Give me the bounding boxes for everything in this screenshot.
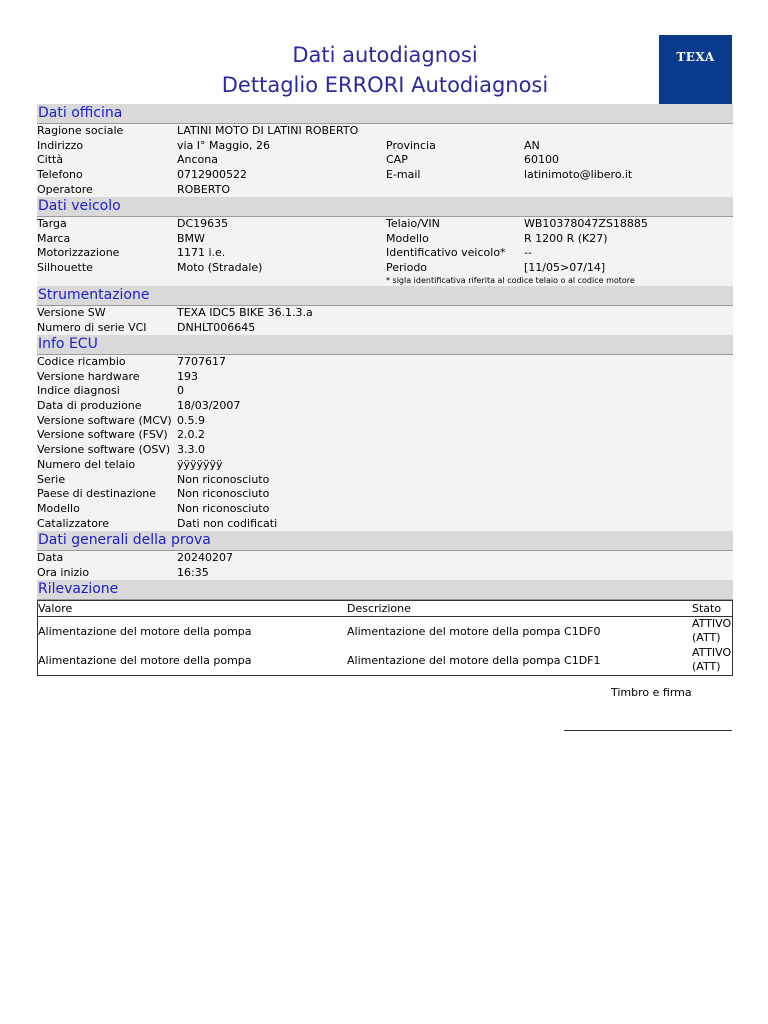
section-veicolo xyxy=(37,197,733,286)
ecu-row xyxy=(37,458,733,473)
descrizione: Alimentazione del motore della pompa C1DF0 xyxy=(347,625,601,638)
label: E-mail xyxy=(386,168,421,182)
label: Modello xyxy=(386,231,429,245)
row-telefono xyxy=(37,168,733,183)
value: 7707617 xyxy=(177,355,226,368)
value: Non riconosciuto xyxy=(177,501,270,515)
ecu-row xyxy=(37,502,733,517)
label: Indice diagnosi xyxy=(37,384,120,398)
section-heading: Dati veicolo xyxy=(37,197,733,217)
value: ÿÿÿÿÿÿÿ xyxy=(177,457,223,471)
ecu-row xyxy=(37,517,733,532)
col-stato: Stato xyxy=(692,602,722,615)
row-citta xyxy=(37,153,733,168)
ecu-row xyxy=(37,370,733,385)
value: Non riconosciuto xyxy=(177,472,270,486)
row-data xyxy=(37,551,733,566)
value: R 1200 R (K27) xyxy=(524,231,608,245)
value: via I° Maggio, 26 xyxy=(177,138,271,152)
label: Modello xyxy=(37,501,80,515)
ecu-row xyxy=(37,487,733,502)
value: 20240207 xyxy=(177,551,233,564)
value: 60100 xyxy=(524,153,559,167)
label: Città xyxy=(37,153,64,167)
section-heading: Strumentazione xyxy=(37,286,733,306)
label: Codice ricambio xyxy=(37,355,126,368)
row-indirizzo xyxy=(37,139,733,154)
valore: Alimentazione del motore della pompa xyxy=(38,654,252,667)
label: Operatore xyxy=(37,182,93,196)
ecu-row xyxy=(37,355,733,370)
section-prova xyxy=(37,531,733,580)
label: Versione software (MCV) xyxy=(37,413,172,427)
row-silhouette xyxy=(37,261,733,276)
label: Identificativo veicolo* xyxy=(386,246,506,260)
label: Numero di serie VCI xyxy=(37,320,147,334)
value: 0712900522 xyxy=(177,168,247,182)
value: 0.5.9 xyxy=(177,413,205,427)
label: Ragione sociale xyxy=(37,124,124,137)
texa-logo: TEXA xyxy=(659,35,732,104)
value: 16:35 xyxy=(177,565,209,579)
label: Periodo xyxy=(386,261,428,275)
value: 2.0.2 xyxy=(177,428,205,442)
section-heading: Dati generali della prova xyxy=(37,531,733,551)
ecu-row xyxy=(37,473,733,488)
value: Moto (Stradale) xyxy=(177,261,263,275)
label: Catalizzatore xyxy=(37,516,109,530)
descrizione: Alimentazione del motore della pompa C1DF1 xyxy=(347,654,601,667)
section-strumentazione xyxy=(37,286,733,335)
value: latinimoto@libero.it xyxy=(524,168,633,182)
page-subtitle: Dettaglio ERRORI Autodiagnosi xyxy=(221,73,549,97)
footnote: * sigla identificativa riferita al codice telaio o al codice motore xyxy=(386,275,635,285)
label: Provincia xyxy=(386,138,436,152)
section-heading: Rilevazione xyxy=(37,580,733,600)
rilevazione-table xyxy=(37,600,733,676)
row-operatore xyxy=(37,183,733,198)
row-ora xyxy=(37,566,733,581)
label: Numero del telaio xyxy=(37,457,136,471)
label: Telefono xyxy=(37,168,83,182)
label: CAP xyxy=(386,153,408,167)
value: LATINI MOTO DI LATINI ROBERTO xyxy=(177,124,359,137)
value: 18/03/2007 xyxy=(177,399,241,413)
table-header xyxy=(38,601,732,617)
label: Versione hardware xyxy=(37,369,140,383)
ecu-row xyxy=(37,384,733,399)
label: Motorizzazione xyxy=(37,246,120,260)
ecu-row xyxy=(37,414,733,429)
stamp-label: Timbro e firma xyxy=(611,686,692,699)
value: Ancona xyxy=(177,153,218,167)
label: Marca xyxy=(37,231,71,245)
row-note xyxy=(37,276,733,286)
label: Serie xyxy=(37,472,66,486)
value: AN xyxy=(524,138,540,152)
section-officina xyxy=(37,104,733,197)
label: Silhouette xyxy=(37,261,93,275)
ecu-row xyxy=(37,399,733,414)
label: Data di produzione xyxy=(37,399,142,413)
section-ecu xyxy=(37,335,733,531)
table-row xyxy=(38,646,732,675)
label: Versione software (OSV) xyxy=(37,443,171,457)
row-marca xyxy=(37,232,733,247)
value: 1171 i.e. xyxy=(177,246,226,260)
value: TEXA IDC5 BIKE 36.1.3.a xyxy=(177,306,313,319)
value: 0 xyxy=(177,384,184,398)
value: BMW xyxy=(177,231,205,245)
stato-line1: ATTIVO xyxy=(692,646,732,659)
col-valore: Valore xyxy=(38,602,73,615)
stato-line1: ATTIVO xyxy=(692,617,732,630)
stato-line2: (ATT) xyxy=(692,631,721,644)
value: 3.3.0 xyxy=(177,443,205,457)
ecu-row xyxy=(37,428,733,443)
page-title: Dati autodiagnosi xyxy=(292,43,478,67)
value: -- xyxy=(524,246,532,260)
value: 193 xyxy=(177,369,198,383)
row-serie-vci xyxy=(37,321,733,336)
section-heading: Info ECU xyxy=(37,335,733,355)
label: Targa xyxy=(37,217,67,230)
label: Paese di destinazione xyxy=(37,487,157,501)
value: ROBERTO xyxy=(177,182,231,196)
valore: Alimentazione del motore della pompa xyxy=(38,625,252,638)
table-row xyxy=(38,617,732,646)
ecu-row xyxy=(37,443,733,458)
signature-line xyxy=(564,730,732,731)
value: DC19635 xyxy=(177,217,229,230)
row-versione xyxy=(37,306,733,321)
label: Ora inizio xyxy=(37,565,90,579)
value: [11/05>07/14] xyxy=(524,261,606,275)
value: Dati non codificati xyxy=(177,516,278,530)
label: Telaio/VIN xyxy=(386,217,440,230)
section-rilevazione xyxy=(37,580,733,600)
stato-line2: (ATT) xyxy=(692,660,721,673)
value: WB10378047ZS18885 xyxy=(524,217,648,230)
value: DNHLT006645 xyxy=(177,320,256,334)
row-motorizzazione xyxy=(37,246,733,261)
label: Versione SW xyxy=(37,306,106,319)
section-heading: Dati officina xyxy=(37,104,733,124)
row-targa xyxy=(37,217,733,232)
label: Indirizzo xyxy=(37,138,84,152)
label: Versione software (FSV) xyxy=(37,428,168,442)
value: Non riconosciuto xyxy=(177,487,270,501)
label: Data xyxy=(37,551,64,564)
row-ragione xyxy=(37,124,733,139)
col-descrizione: Descrizione xyxy=(347,602,411,615)
